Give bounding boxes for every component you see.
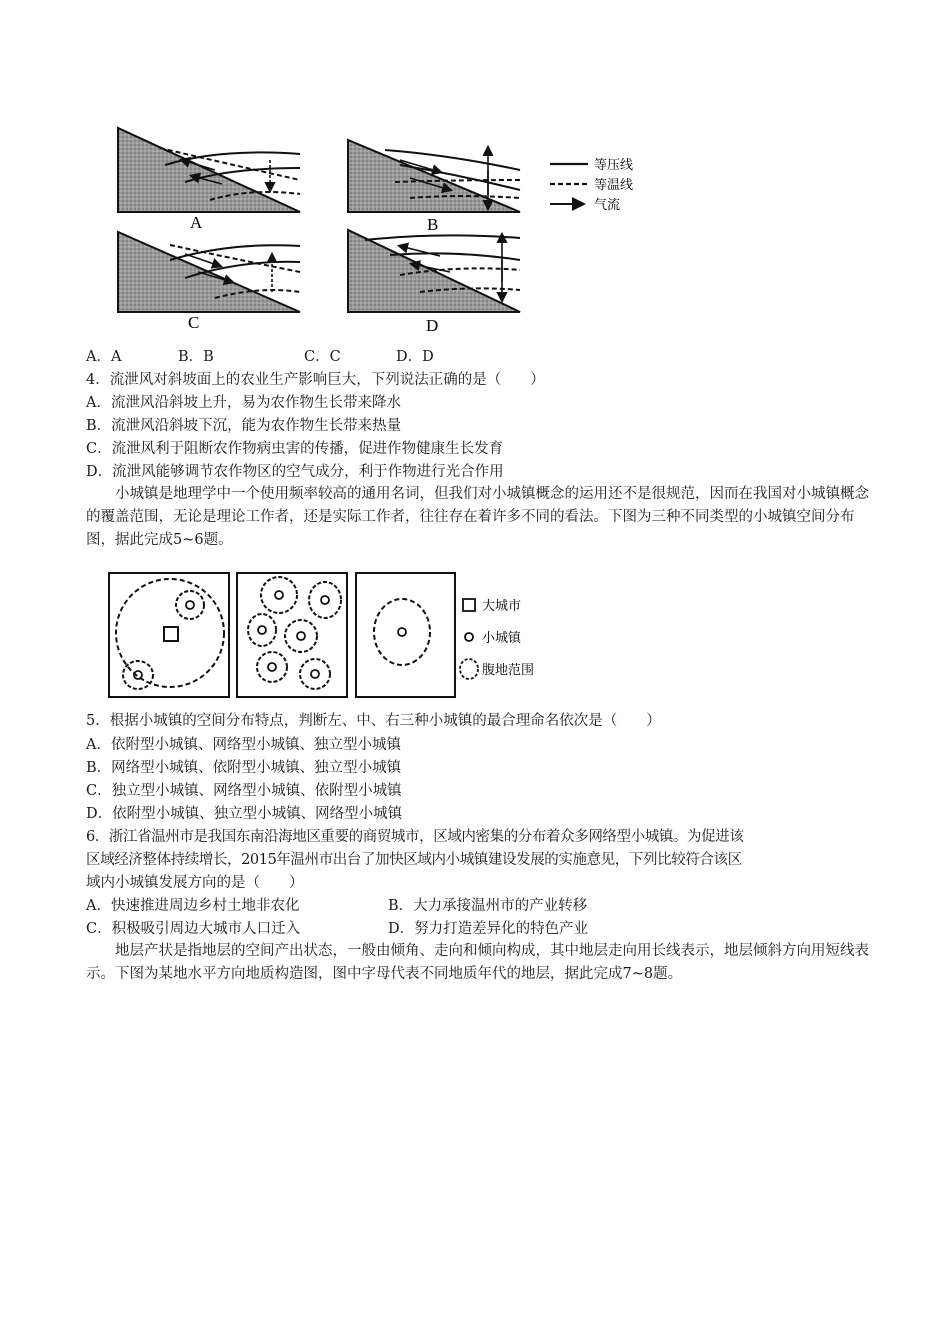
q4-stem: 4．流泄风对斜坡面上的农业生产影响巨大，下列说法正确的是（ ） [86,372,545,388]
q5-option-d: D．依附型小城镇、独立型小城镇、网络型小城镇 [86,806,403,822]
legend-isobar: 等压线 [594,158,634,173]
legend-town: 小城镇 [482,631,522,646]
q3-option-d: D．D [396,349,434,365]
q5-option-b: B．网络型小城镇、依附型小城镇、独立型小城镇 [86,760,402,776]
q3-option-a: A．A [86,349,122,365]
passage-small-towns: 小城镇是地理学中一个使用频率较高的通用名词，但我们对小城镇概念的运用还不是很规范，因而在我国对小城镇概念的覆盖范围，无论是理论工作者，还是实际工作者，往往存在着许多不同的看法。下图为三种不同类型的小城镇空间分布图，据此完成5~6题。 [86,486,869,548]
q3-option-c: C．C [304,349,341,365]
q4-option-b: B．流泄风沿斜坡下沉，能为农作物生长带来热量 [86,418,402,434]
label-d: D [426,316,439,335]
q6-option-a: A．快速推进周边乡村土地非农化 [86,898,300,914]
q6-option-d: D．努力打造差异化的特色产业 [388,921,589,937]
panel-b [348,140,520,212]
legend-big-city-icon [463,599,475,611]
label-c: C [188,313,200,332]
q6-option-b: B．大力承接温州市的产业转移 [388,898,588,914]
q3-option-b: B．B [178,349,214,365]
q5-stem: 5．根据小城镇的空间分布特点，判断左、中、右三种小城镇的最合理命名依次是（ ） [86,713,661,729]
q5-option-a: A．依附型小城镇、网络型小城镇、独立型小城镇 [86,737,401,753]
legend-town-icon [465,633,473,641]
legend-big-city: 大城市 [482,599,522,614]
passage-strata: 地层产状是指地层的空间产出状态，一般由倾角、走向和倾向构成，其中地层走向用长线表示，地层倾斜方向用短线表示。下图为某地水平方向地质构造图，图中字母代表不同地质年代的地层，据此完成7~8题。 [86,943,869,982]
panel-a [118,128,300,212]
big-city-icon [164,627,178,641]
q6-stem-line-3: 域内小城镇发展方向的是（ ） [86,875,304,891]
q6-option-c: C．积极吸引周边大城市人口迁入 [86,921,301,937]
label-b: B [427,215,439,234]
legend-airflow: 气流 [594,198,621,213]
middle-box [237,573,347,697]
legend-isotherm: 等温线 [594,178,634,193]
legend-hinterland-icon [460,659,478,679]
label-a: A [190,213,203,232]
panel-c [118,232,300,312]
panel-d [348,230,520,312]
town-distribution-figure [108,571,558,701]
legend-hinterland: 腹地范围 [482,663,535,678]
q6-stem-line-2: 区域经济整体持续增长，2015年温州市出台了加快区域内小城镇建设发展的实施意见，下列比较符合该区 [86,852,742,868]
q4-option-c: C．流泄风利于阻断农作物病虫害的传播，促进作物健康生长发育 [86,441,504,457]
slope-wind-figure [110,120,650,340]
q6-stem-line-1: 6．浙江省温州市是我国东南沿海地区重要的商贸城市，区域内密集的分布着众多网络型小城镇。为促进该 [86,829,744,845]
q4-option-d: D．流泄风能够调节农作物区的空气成分，利于作物进行光合作用 [86,464,504,480]
q4-option-a: A．流泄风沿斜坡上升，易为农作物生长带来降水 [86,395,401,411]
q5-option-c: C．独立型小城镇、网络型小城镇、依附型小城镇 [86,783,402,799]
